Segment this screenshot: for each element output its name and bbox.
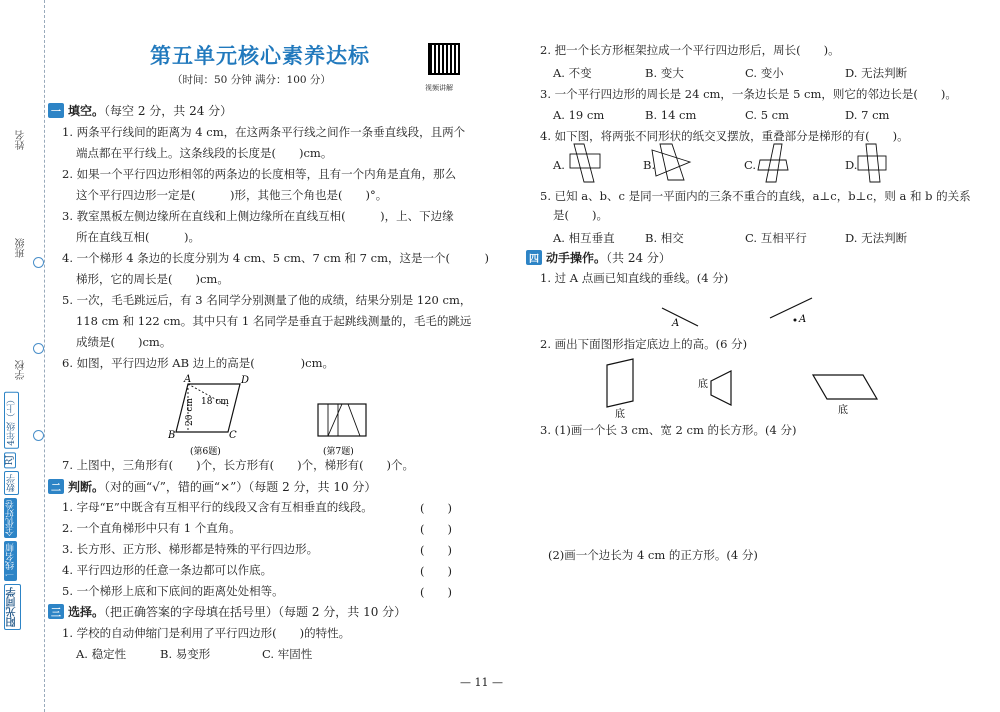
- spine-label: [4, 392, 24, 672]
- section-note: （把正确答案的字母填在括号里）（每题 2 分，共 10 分）: [104, 605, 407, 619]
- vertex-label: C: [229, 430, 237, 441]
- binding-hole: [33, 430, 44, 441]
- fill-q2-line1: 2. 如果一个平行四边形相邻的两条边的长度相等，且有一个内角是直角，那么: [62, 167, 457, 181]
- point-label: A: [799, 314, 807, 325]
- choice-q5-option[interactable]: B. 相交: [645, 231, 684, 245]
- hands-q1: 1. 过 A 点画已知直线的垂线。(4 分): [540, 271, 729, 285]
- choice-q2-option[interactable]: A. 不变: [553, 66, 592, 80]
- choice-q4-option[interactable]: D.: [845, 158, 858, 172]
- base-label: 底: [698, 379, 708, 390]
- choice-q1-option[interactable]: C. 牢固性: [262, 647, 313, 661]
- binding-hole: [33, 343, 44, 354]
- choice-q3-option[interactable]: D. 7 cm: [845, 108, 890, 122]
- section-badge: 一: [48, 103, 64, 118]
- choice-q2-option[interactable]: C. 变小: [745, 66, 784, 80]
- spine-quanyou: 全优好卷: [6, 500, 16, 537]
- class-label: 班级: [16, 238, 27, 258]
- binding-hole: [33, 257, 44, 268]
- section-choice-header: [48, 603, 406, 620]
- fill-q7: 7. 上图中，三角形有( )个，长方形有( )个，梯形有( )个。: [62, 458, 415, 472]
- choice-q2-option[interactable]: D. 无法判断: [845, 66, 908, 80]
- answer-blank[interactable]: ( ): [420, 564, 452, 578]
- judge-q2: 2. 一个直角梯形中只有 1 个直角。: [62, 521, 241, 535]
- section-judge-header: [48, 478, 376, 495]
- qr-code-icon[interactable]: [428, 43, 460, 75]
- spine-math: 数学: [4, 471, 19, 495]
- choice-q1-option[interactable]: A. 稳定性: [76, 647, 127, 661]
- fill-q3-line2: 所在直线互相( )。: [76, 230, 200, 244]
- overlap-figure-b: [652, 144, 690, 180]
- figure-caption: (第7题): [323, 447, 354, 457]
- choice-q4-option[interactable]: A.: [553, 158, 565, 172]
- choice-q4-figures: [560, 142, 900, 186]
- hands-q3-part2: (2)画一个边长为 4 cm 的正方形。(4 分): [548, 548, 758, 562]
- section-note: （共 24 分）: [606, 251, 671, 265]
- judge-q4: 4. 平行四边形的任意一条边都可以作底。: [62, 563, 273, 577]
- hands-q1-figures: [650, 290, 850, 336]
- section-fill-header: [48, 102, 232, 119]
- school-label: 学校: [16, 360, 27, 380]
- section-badge: 三: [48, 604, 64, 619]
- choice-q5-option[interactable]: A. 相互垂直: [553, 231, 615, 245]
- rectangle-divided-figure: [318, 404, 366, 457]
- spine-4th-grade: 4年级（上）: [4, 392, 19, 449]
- choice-q3-option[interactable]: C. 5 cm: [745, 108, 790, 122]
- section-badge: 二: [48, 479, 64, 494]
- page-number: — 11 —: [460, 676, 503, 689]
- section-hands-header: [526, 249, 671, 266]
- choice-q1-option[interactable]: B. 易变形: [160, 647, 211, 661]
- hands-q2: 2. 画出下面图形指定底边上的高。(6 分): [540, 337, 748, 351]
- judge-q1: 1. 字母“E”中既含有互相平行的线段又含有互相垂直的线段。: [62, 500, 373, 514]
- vertex-label: B: [168, 430, 176, 441]
- fill-q5-line2: 118 cm 和 122 cm。其中只有 1 名同学是垂直于起跳线测量的，毛毛的跳远: [76, 314, 472, 328]
- hands-q2-figures: [595, 355, 895, 419]
- hands-q3-part1: 3. (1)画一个长 3 cm、宽 2 cm 的长方形。(4 分): [540, 423, 797, 437]
- choice-q3-option[interactable]: A. 19 cm: [553, 108, 605, 122]
- choice-q5-line1: 5. 已知 a、b、c 是同一平面内的三条不重合的直线，a⊥c，b⊥c，则 a 和 b 的关系: [540, 189, 971, 203]
- fill-q1-line2: 端点都在平行线上。这条线段的长度是( )cm。: [76, 146, 333, 160]
- section-title: 判断。: [68, 480, 105, 494]
- answer-blank[interactable]: ( ): [420, 543, 452, 557]
- vertex-label: A: [184, 374, 192, 385]
- section-title: 填空。: [68, 104, 105, 118]
- point-label: A: [672, 318, 680, 329]
- choice-q3: 3. 一个平行四边形的周长是 24 cm，一条边长是 5 cm，则它的邻边长是( )。: [540, 87, 957, 101]
- trapezoid-figure: [711, 371, 731, 405]
- overlap-figure-d: [858, 144, 886, 182]
- length-label: 20 cm: [185, 398, 195, 426]
- figures-q6-q7: [168, 374, 398, 460]
- base-label: 底: [838, 405, 848, 416]
- choice-q1: 1. 学校的自动伸缩门是利用了平行四边形( )的特性。: [62, 626, 351, 640]
- figure-caption: (第6题): [190, 447, 221, 457]
- fill-q5-line1: 5. 一次，毛毛跳远后，有 3 名同学分别测量了他的成绩，结果分别是 120 cm，: [62, 293, 472, 307]
- section-title: 动手操作。: [546, 251, 607, 265]
- judge-q5: 5. 一个梯形上底和下底间的距离处处相等。: [62, 584, 284, 598]
- choice-q2-option[interactable]: B. 变大: [645, 66, 684, 80]
- parallelogram-figure: [168, 374, 249, 457]
- section-note: （对的画“√”，错的画“×”）（每题 2 分，共 10 分）: [104, 480, 377, 494]
- choice-q4-option[interactable]: C.: [744, 158, 757, 172]
- fill-q4-line2: 梯形，它的周长是( )cm。: [76, 272, 229, 286]
- length-label: 18 cm: [201, 397, 229, 407]
- base-label: 底: [615, 409, 625, 419]
- qr-caption: 视频讲解: [425, 84, 453, 92]
- section-note: （每空 2 分，共 24 分）: [104, 104, 233, 118]
- overlap-figure-a: [570, 144, 600, 182]
- fill-q4-line1: 4. 一个梯形 4 条边的长度分别为 4 cm、5 cm、7 cm 和 7 cm，这是一个( ): [62, 251, 489, 265]
- spine-rj: RJ: [4, 452, 16, 468]
- section-badge: 四: [526, 250, 542, 265]
- choice-q4: 4. 如下图，将两张不同形状的纸交叉摆放，重叠部分是梯形的有( )。: [540, 129, 909, 143]
- fill-q6: 6. 如图，平行四边形 AB 边上的高是( )cm。: [62, 356, 335, 370]
- choice-q5-line2: 是( )。: [553, 208, 608, 222]
- choice-q5-option[interactable]: D. 无法判断: [845, 231, 908, 245]
- fill-q5-line3: 成绩是( )cm。: [76, 335, 172, 349]
- name-label: 姓名: [16, 130, 27, 150]
- parallelogram-vertical: [607, 359, 633, 407]
- choice-q2: 2. 把一个长方形框架拉成一个平行四边形后，周长( )。: [540, 43, 840, 57]
- answer-blank[interactable]: ( ): [420, 501, 452, 515]
- page-title: 第五单元核心素养达标: [150, 44, 370, 68]
- answer-blank[interactable]: ( ): [420, 522, 452, 536]
- page-subtitle: （时间：50 分钟 满分：100 分）: [172, 74, 331, 86]
- parallelogram-horizontal: [813, 375, 877, 399]
- judge-q3: 3. 长方形、正方形、梯形都是特殊的平行四边形。: [62, 542, 319, 556]
- binding-strip: [0, 0, 45, 712]
- fill-q3-line1: 3. 教室黑板左侧边缘所在直线和上侧边缘所在直线互相( )，上、下边缘: [62, 209, 454, 223]
- choice-q3-option[interactable]: B. 14 cm: [645, 108, 697, 122]
- spine-mingshi: 一线名师: [6, 543, 16, 580]
- choice-q5-option[interactable]: C. 互相平行: [745, 231, 807, 245]
- answer-blank[interactable]: ( ): [420, 585, 452, 599]
- section-title: 选择。: [68, 605, 105, 619]
- vertex-label: D: [241, 375, 250, 386]
- choice-q4-option[interactable]: B.: [643, 158, 656, 172]
- given-line: [662, 308, 698, 326]
- point-a-dot: [794, 319, 797, 322]
- spine-brand: 阳光同学: [4, 584, 21, 630]
- fill-q2-line2: 这个平行四边形一定是( )形，其他三个角也是( )°。: [76, 188, 388, 202]
- overlap-figure-c: [758, 144, 788, 182]
- fill-q1-line1: 1. 两条平行线间的距离为 4 cm，在这两条平行线之间作一条垂直线段，且两个: [62, 125, 466, 139]
